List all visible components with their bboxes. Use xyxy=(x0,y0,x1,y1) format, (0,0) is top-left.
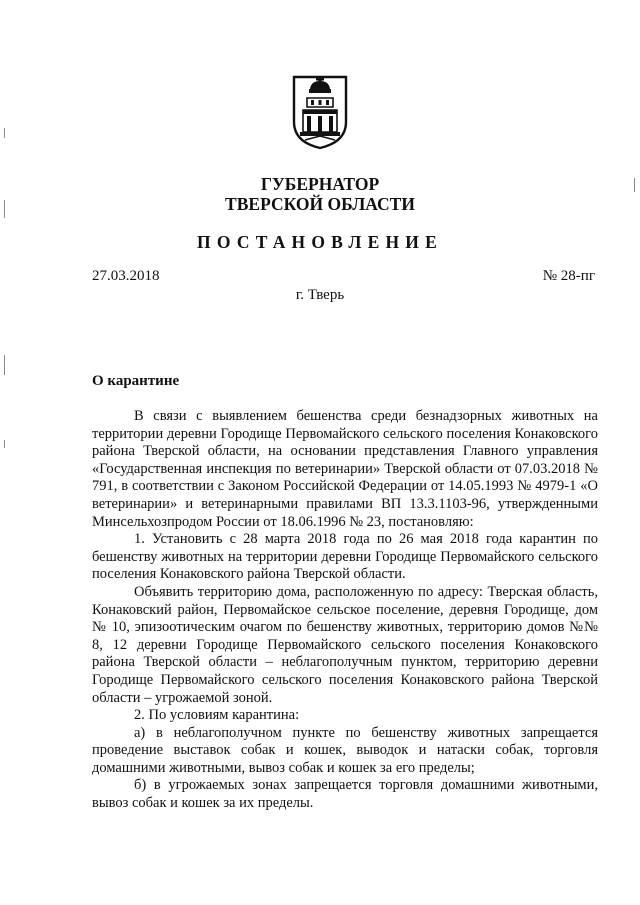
document-subject: О карантине xyxy=(92,373,180,389)
document-number: № 28-пг xyxy=(542,268,595,284)
governor-title: ГУБЕРНАТОР xyxy=(260,174,380,194)
scan-margin-mark xyxy=(4,440,5,448)
document-date: 27.03.2018 xyxy=(92,268,160,284)
item-1-paragraph: 1. Установить с 28 марта 2018 года по 26 мая 2018 года карантин по бешенству животных на территории деревни Городище Первомайского сельского поселения Конаковского района Тверской области. xyxy=(92,531,598,583)
item-2b-paragraph: б) в угрожаемых зонах запрещается торговля домашними животными, вывоз собак и кошек за их пределы. xyxy=(92,777,598,812)
region-title: ТВЕРСКОЙ ОБЛАСТИ xyxy=(225,194,415,214)
declaration-paragraph: Объявить территорию дома, расположенную по адресу: Тверская область, Конаковский район, Первомайское сельское поселение, деревня Городище, дом № 10, эпизоотическим очагом по бешенству животных, территорию домов №№ 8, 12 деревни Городище Первомайского сельского поселения Конаковского района Тверской области – неблагополучным пунктом, территорию деревни Городище Первомайского сельского поселения Конаковского района Тверской области – угрожаемой зоной. xyxy=(92,583,598,706)
scan-margin-mark xyxy=(4,200,5,218)
item-2a-paragraph: а) в неблагополучном пункте по бешенству животных запрещается проведение выставок собак и кошек, выводок и натаски собак, торговля домашними животными, вывоз собак и кошек за его пределы; xyxy=(92,724,598,776)
scan-margin-mark xyxy=(4,128,5,138)
document-body xyxy=(92,408,598,813)
document-type: ПОСТАНОВЛЕНИЕ xyxy=(197,232,443,252)
tver-coat-of-arms-icon xyxy=(291,74,349,150)
scan-margin-mark xyxy=(4,355,5,375)
item-2-paragraph: 2. По условиям карантина: xyxy=(134,707,300,724)
preamble-paragraph: В связи с выявлением бешенства среди безнадзорных животных на территории деревни Городище Первомайского сельского поселения Конаковского района Тверской области, на основании представления Главного управления «Государственная инспекция по ветеринарии» Тверской области от 07.03.2018 № 791, в соответствии с Законом Российской Федерации от 14.05.1993 № 4979-1 «О ветеринарии» и ветеринарными правилами ВП 13.3.1103-96, утвержденными Минсельхозпродом России от 18.06.1996 № 23, постановляю: xyxy=(92,408,598,530)
scan-margin-mark xyxy=(634,178,635,192)
document-city: г. Тверь xyxy=(295,287,345,303)
